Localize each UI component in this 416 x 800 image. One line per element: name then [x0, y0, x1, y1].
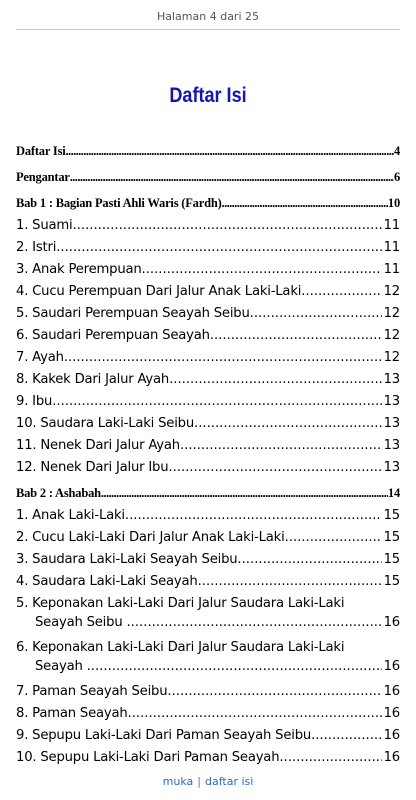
- dot-leader: [56, 240, 381, 255]
- toc-entry-page: 12: [383, 350, 400, 365]
- header-divider: [16, 29, 400, 30]
- footer-nav: [0, 775, 416, 788]
- toc-entry[interactable]: [16, 530, 400, 545]
- toc-entry[interactable]: [16, 486, 400, 501]
- page-indicator: Halaman 4 dari 25: [156, 10, 260, 23]
- dot-leader: [128, 706, 382, 721]
- toc-entry-label: 6. Saudari Perempuan Seayah: [16, 328, 210, 343]
- toc-entry-label: 5. Saudari Perempuan Seayah Seibu: [16, 306, 250, 321]
- dot-leader: [167, 684, 381, 699]
- toc-entry-page: 16: [383, 659, 400, 674]
- toc-entry-label: 8. Paman Seayah: [16, 706, 128, 721]
- dot-leader: [210, 328, 382, 343]
- toc-entry-label: Daftar Isi: [16, 144, 66, 158]
- dot-leader: [180, 438, 382, 453]
- toc-entry-label: 7. Paman Seayah Seibu: [16, 684, 168, 699]
- toc-entry-page: 11: [383, 240, 400, 255]
- toc-entry-page: 13: [383, 438, 400, 453]
- dot-leader: [142, 262, 382, 277]
- toc-entry[interactable]: [16, 394, 400, 409]
- dot-leader: [125, 508, 382, 523]
- dot-leader: [169, 372, 382, 387]
- toc-entry[interactable]: [16, 552, 400, 567]
- dot-leader: [122, 615, 381, 630]
- dot-leader: [301, 284, 381, 299]
- toc-entry[interactable]: [16, 372, 400, 387]
- toc-entry[interactable]: [16, 684, 400, 699]
- dot-leader: [198, 574, 382, 589]
- toc-entry[interactable]: [16, 460, 400, 475]
- toc-entry-page: 13: [383, 372, 400, 387]
- dot-leader: [52, 394, 381, 409]
- toc-entry-label: 2. Istri: [16, 240, 57, 255]
- dot-leader: [168, 460, 381, 475]
- toc-entry-page: 14: [387, 486, 400, 500]
- toc-entry-label-continued: Seayah Seibu: [35, 615, 123, 630]
- toc-entry-page: 15: [383, 552, 400, 567]
- toc-entry[interactable]: [16, 750, 400, 765]
- toc-entry-page: 11: [383, 218, 400, 233]
- toc-entry[interactable]: [16, 350, 400, 365]
- dot-leader: [64, 350, 382, 365]
- toc-entry-label: 9. Ibu: [16, 394, 53, 409]
- dot-leader: [311, 728, 382, 743]
- toc-entry-page: 13: [383, 416, 400, 431]
- dot-leader: [70, 170, 394, 185]
- toc-entry[interactable]: [16, 196, 400, 211]
- toc-entry-label: 1. Suami: [16, 218, 73, 233]
- toc-entry-page: 15: [383, 530, 400, 545]
- toc-entry-label: 1. Anak Laki-Laki: [16, 508, 125, 523]
- toc-entry[interactable]: [16, 706, 400, 721]
- toc-entry-label: 3. Anak Perempuan: [16, 262, 142, 277]
- toc-entry-page: 4: [393, 144, 400, 158]
- dot-leader: [83, 659, 382, 674]
- toc-entry-page: 12: [383, 306, 400, 321]
- toc-entry[interactable]: [16, 240, 400, 255]
- toc-entry-page: 16: [383, 750, 400, 765]
- toc-entry-label: 11. Nenek Dari Jalur Ayah: [16, 438, 180, 453]
- dot-leader: [101, 486, 388, 501]
- toc-entry-label: 4. Cucu Perempuan Dari Jalur Anak Laki-Laki: [16, 284, 302, 299]
- home-link[interactable]: muka: [162, 775, 194, 788]
- toc-entry-page: 6: [393, 170, 400, 184]
- toc-entry-label: 4. Saudara Laki-Laki Seayah: [16, 574, 198, 589]
- toc-entry[interactable]: [16, 218, 400, 233]
- toc-entry-page: 12: [383, 284, 400, 299]
- toc-entry-label: Pengantar: [16, 170, 70, 184]
- toc-entry-label: 2. Cucu Laki-Laki Dari Jalur Anak Laki-Laki: [16, 530, 285, 545]
- toc-entry-page: 16: [383, 728, 400, 743]
- dot-leader: [222, 196, 388, 211]
- toc-entry-page: 16: [383, 615, 400, 630]
- dot-leader: [73, 218, 382, 233]
- toc-entry-page: 13: [383, 394, 400, 409]
- toc-entry-label-continued: Seayah: [35, 659, 83, 674]
- toc-entry[interactable]: [16, 596, 400, 630]
- toc-entry-page: 15: [383, 574, 400, 589]
- toc-entry[interactable]: [16, 416, 400, 431]
- toc-entry[interactable]: [16, 640, 400, 674]
- page-title: Daftar Isi: [169, 84, 247, 107]
- toc-entry-page: 10: [387, 196, 400, 210]
- toc-entry[interactable]: [16, 262, 400, 277]
- toc-entry-page: 13: [383, 460, 400, 475]
- toc-entry-label: 6. Keponakan Laki-Laki Dari Jalur Saudara Laki-Laki: [16, 640, 345, 655]
- toc-entry[interactable]: [16, 144, 400, 159]
- dot-leader: [250, 306, 382, 321]
- dot-leader: [237, 552, 381, 567]
- toc-entry[interactable]: [16, 170, 400, 185]
- toc-entry[interactable]: [16, 574, 400, 589]
- toc-entry-page: 15: [383, 508, 400, 523]
- toc-entry-page: 16: [383, 684, 400, 699]
- dot-leader: [279, 750, 381, 765]
- toc-entry[interactable]: [16, 306, 400, 321]
- toc-entry-label: 5. Keponakan Laki-Laki Dari Jalur Saudara Laki-Laki: [16, 596, 345, 611]
- toc-entry-label: 9. Sepupu Laki-Laki Dari Paman Seayah Seibu: [16, 728, 312, 743]
- toc-entry-label: 3. Saudara Laki-Laki Seayah Seibu: [16, 552, 238, 567]
- toc-entry-label: 12. Nenek Dari Jalur Ibu: [16, 460, 169, 475]
- toc-entry-page: 16: [383, 706, 400, 721]
- dot-leader: [194, 416, 382, 431]
- dot-leader: [66, 144, 394, 159]
- footer-separator: |: [197, 775, 201, 788]
- toc-entry[interactable]: [16, 328, 400, 343]
- toc-entry-label: Bab 2 : Ashabah: [16, 486, 101, 500]
- toc-entry-label: 10. Saudara Laki-Laki Seibu: [16, 416, 195, 431]
- toc-entry-page: 11: [383, 262, 400, 277]
- toc-entry-label: 10. Sepupu Laki-Laki Dari Paman Seayah: [16, 750, 280, 765]
- toc-entry-label: Bab 1 : Bagian Pasti Ahli Waris (Fardh): [16, 196, 222, 210]
- toc-entry[interactable]: [16, 284, 400, 299]
- toc-entry-label: 8. Kakek Dari Jalur Ayah: [16, 372, 170, 387]
- toc-entry-label: 7. Ayah: [16, 350, 64, 365]
- toc-entry-page: 12: [383, 328, 400, 343]
- toc-link[interactable]: daftar isi: [205, 775, 254, 788]
- toc-entry[interactable]: [16, 508, 400, 523]
- toc-entry[interactable]: [16, 728, 400, 743]
- dot-leader: [285, 530, 382, 545]
- toc-entry[interactable]: [16, 438, 400, 453]
